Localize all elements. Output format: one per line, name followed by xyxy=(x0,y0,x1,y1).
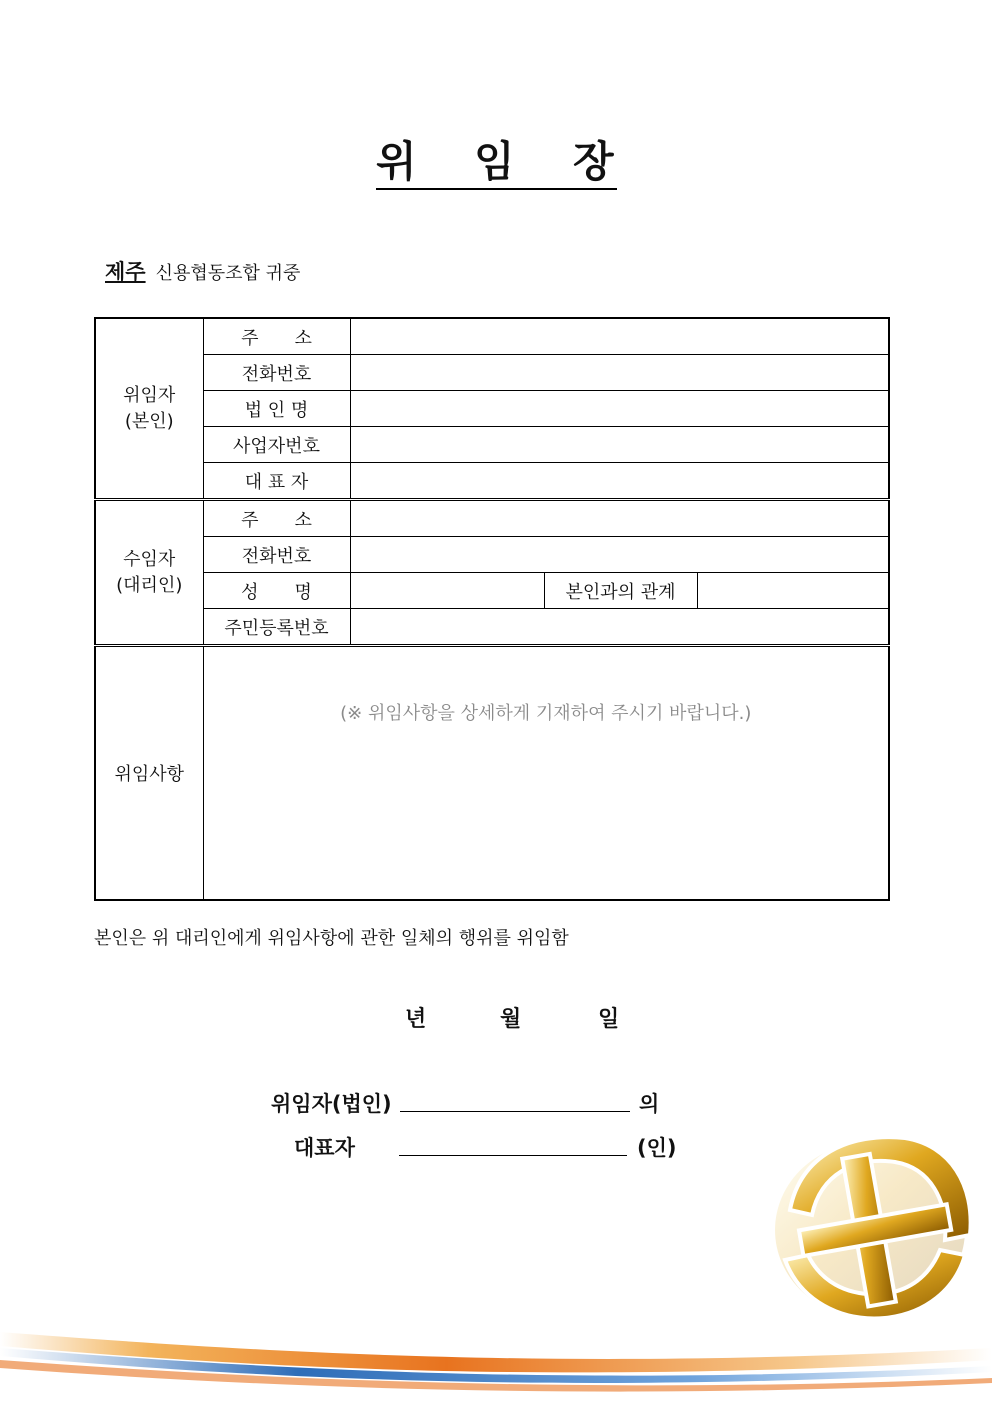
title-char: 임 xyxy=(474,137,515,186)
field-label-representative: 대 표 자 xyxy=(203,463,350,500)
agent-sublabel: (대리인) xyxy=(116,574,183,596)
credit-union-emblem-icon xyxy=(775,1137,971,1318)
field-label-agent-address: 주 소 xyxy=(203,500,350,537)
delegation-label: 위임사항 xyxy=(95,646,203,901)
principal-label: 위임자 xyxy=(123,384,176,406)
principal-sign-label: 위임자(법인) xyxy=(271,1092,392,1116)
date-day-label: 일 xyxy=(598,1007,620,1032)
addressee-region: 제주 xyxy=(105,260,146,284)
title-char: 위 xyxy=(376,137,417,186)
field-label-business-number: 사업자번호 xyxy=(203,427,350,463)
principal-sign-suffix: 의 xyxy=(639,1092,660,1116)
principal-phone-field[interactable] xyxy=(350,355,889,391)
date-year-label: 년 xyxy=(405,1007,427,1032)
field-label-resident-number: 주민등록번호 xyxy=(203,609,350,646)
agent-label: 수임자 xyxy=(123,548,176,570)
document-title xyxy=(376,138,617,190)
agent-name-field[interactable] xyxy=(350,573,544,609)
principal-business-number-field[interactable] xyxy=(350,427,889,463)
addressee xyxy=(105,256,300,286)
field-label-company: 법 인 명 xyxy=(203,391,350,427)
field-label-relation: 본인과의 관계 xyxy=(544,573,697,609)
agent-address-field[interactable] xyxy=(350,500,889,537)
agent-group-label xyxy=(95,500,203,646)
date-month-label: 월 xyxy=(500,1007,522,1032)
principal-sign-line[interactable] xyxy=(400,1111,630,1112)
principal-address-field[interactable] xyxy=(350,318,889,355)
addressee-text: 신용협동조합 귀중 xyxy=(155,263,301,284)
principal-company-field[interactable] xyxy=(350,391,889,427)
title-char: 장 xyxy=(573,137,614,186)
agent-relation-field[interactable] xyxy=(697,573,889,609)
principal-representative-field[interactable] xyxy=(350,463,889,500)
delegation-content-field[interactable] xyxy=(203,646,889,901)
field-label-agent-name: 성 명 xyxy=(203,573,350,609)
agent-phone-field[interactable] xyxy=(350,537,889,573)
delegation-statement: 본인은 위 대리인에게 위임사항에 관한 일체의 행위를 위임함 xyxy=(94,928,569,949)
representative-sign-line[interactable] xyxy=(399,1155,627,1156)
representative-sign-label: 대표자 xyxy=(294,1136,355,1160)
field-label-phone: 전화번호 xyxy=(203,355,350,391)
delegation-form-table xyxy=(94,317,890,901)
representative-seal-mark: (인) xyxy=(637,1136,677,1160)
field-label-agent-phone: 전화번호 xyxy=(203,537,350,573)
delegation-hint: (※ 위임사항을 상세하게 기재하여 주시기 바랍니다.) xyxy=(340,703,752,724)
principal-group-label xyxy=(95,318,203,500)
principal-sublabel: (본인) xyxy=(124,410,174,432)
field-label-address: 주 소 xyxy=(203,318,350,355)
agent-resident-number-field[interactable] xyxy=(350,609,889,646)
